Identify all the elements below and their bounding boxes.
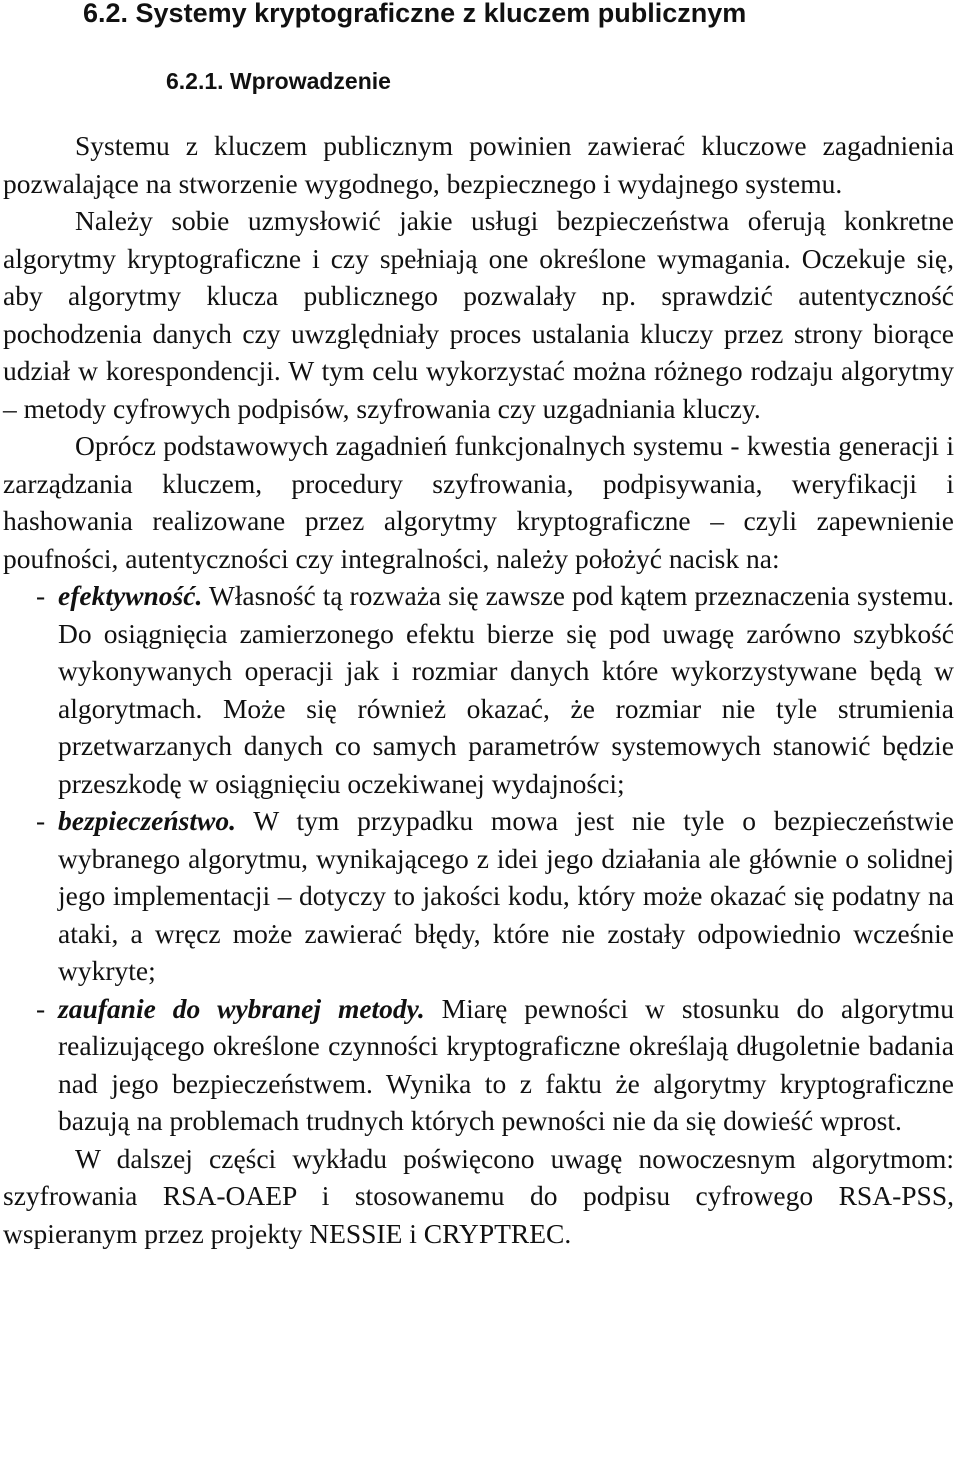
body-text <box>3 127 954 1252</box>
section-heading: 6.2. Systemy kryptograficzne z kluczem publicznym <box>83 0 747 28</box>
paragraph-intro: Systemu z kluczem publicznym powinien zawierać kluczowe zagadnienia pozwalające na stworzenie wygodnego, bezpiecznego i wydajnego systemu. <box>3 130 954 199</box>
bullet-text: W tym przypadku mowa jest nie tyle o bezpieczeństwie wybranego algorytmu, wynikającego z idei jego działania ale głównie o solidnej jego implementacji – dotyczy to jakości kodu, który może okazać się podatny na ataki, a wręcz może zawierać błędy, które nie zostały odpowiednio wcześnie wykryte; <box>58 805 954 986</box>
paragraph-requirements: Oprócz podstawowych zagadnień funkcjonalnych systemu - kwestia generacji i zarządzania kluczem, procedury szyfrowania, podpisywania, weryfikacji i hashowania realizowane przez algorytmy kryptograficzne – czyli zapewnienie poufności, autentyczności czy integralności, należy położyć nacisk na: <box>3 430 954 574</box>
bullet-text: Miarę pewności w stosunku do algorytmu realizującego określone czynności kryptograficzne określają długoletnie badania nad jego bezpieczeństwem. Wynika to z faktu że algorytmy kryptograficzne bazują na problemach trudnych których pewności nie da się dowieść wprost. <box>58 992 954 1136</box>
list-item-security <box>3 802 954 990</box>
bullet-dash: - <box>36 805 46 836</box>
bullet-term: zaufanie do wybranej metody. <box>58 992 425 1024</box>
bullet-dash: - <box>36 992 46 1024</box>
paragraph-closing: W dalszej części wykładu poświęcono uwagę nowoczesnym algorytmom: szyfrowania RSA-OAEP i stosowanemu do podpisu cyfrowego RSA-PSS, wspieranym przez projekty NESSIE i CRYPTREC. <box>3 1142 954 1249</box>
bullet-text: Własność tą rozważa się zawsze pod kątem przeznaczenia systemu. Do osiągnięcia zamierzonego efektu bierze się pod uwagę zarówno szybkość wykonywanych operacji jak i rozmiar danych które wykorzystywane będą w algorytmach. Może się również okazać, że rozmiar nie tyle strumienia przetwarzanych danych co samych parametrów systemowych stanowić będzie przeszkodę w osiągnięciu oczekiwanej wydajności; <box>58 580 954 799</box>
list-item-trust <box>3 990 954 1140</box>
bullet-dash: - <box>36 580 46 611</box>
bullet-term: efektywność. <box>58 580 203 611</box>
bullet-term: bezpieczeństwo. <box>58 805 236 836</box>
list-item-efficiency <box>3 577 954 802</box>
paragraph-services: Należy sobie uzmysłowić jakie usługi bezpieczeństwa oferują konkretne algorytmy kryptograficzne i czy spełniają one określone wymagania. Oczekuje się, aby algorytmy klucza publicznego pozwalały np. sprawdzić autentyczność pochodzenia danych czy uwzględniały proces ustalania kluczy przez strony biorące udział w korespondencji. W tym celu wykorzystać można różnego rodzaju algorytmy – metody cyfrowych podpisów, szyfrowania czy uzgadniania kluczy. <box>3 205 954 424</box>
subsection-heading: 6.2.1. Wprowadzenie <box>166 68 391 94</box>
